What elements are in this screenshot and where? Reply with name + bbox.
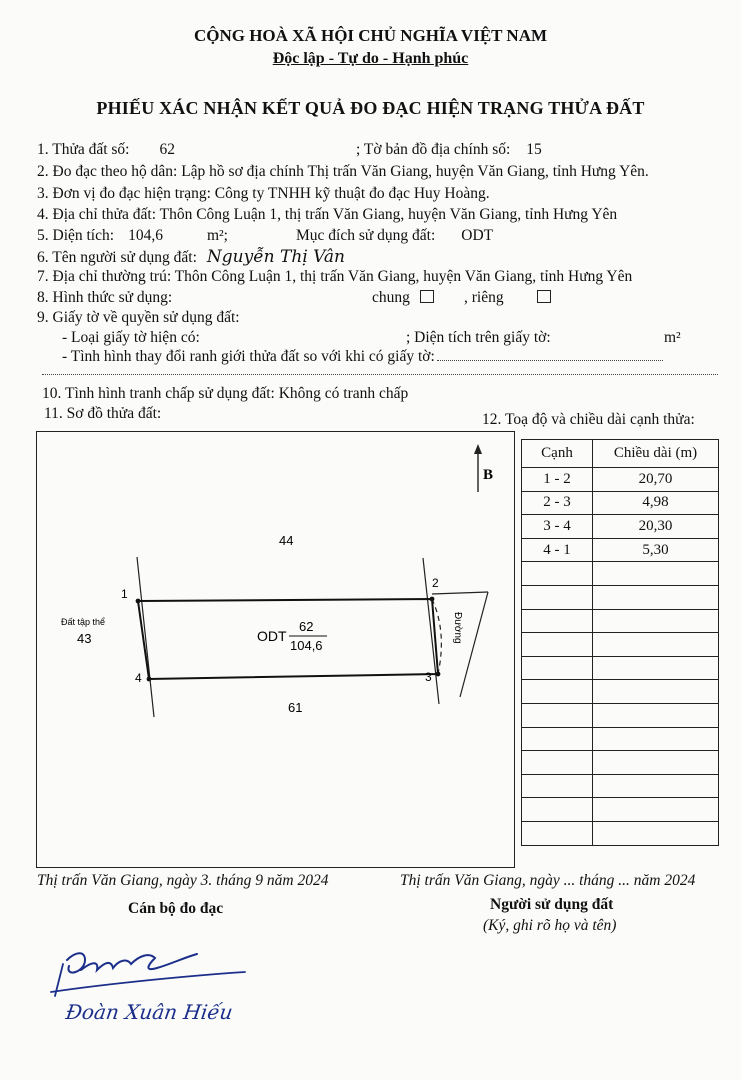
table-row-empty — [522, 585, 719, 609]
vertex-3-marker — [436, 672, 441, 677]
table-row-empty — [522, 633, 719, 657]
table-row-empty — [522, 727, 719, 751]
field-land-use: Mục đích sử dụng đất: ODT — [296, 227, 494, 244]
length-cell: 20,70 — [593, 468, 719, 492]
vertex-1-marker — [136, 599, 141, 604]
table-row — [522, 468, 719, 492]
empty-cell — [593, 751, 719, 775]
nation-heading: CỘNG HOÀ XÃ HỘI CHỦ NGHĨA VIỆT NAM — [193, 26, 548, 45]
parcel-number-value: 62 — [159, 141, 175, 158]
table-row-empty — [522, 703, 719, 727]
field-coords-label: 12. Toạ độ và chiều dài cạnh thửa: — [482, 411, 695, 428]
vertex-3-label: 3 — [425, 670, 432, 684]
field-dispute: 10. Tình hình tranh chấp sử dụng đất: Không có tranh chấp — [42, 385, 409, 402]
road-edge-line — [432, 592, 488, 594]
table-row-empty — [522, 680, 719, 704]
length-cell: 4,98 — [593, 491, 719, 515]
vertex-1-label: 1 — [121, 587, 128, 601]
parcel-number: 62 — [299, 619, 314, 634]
empty-cell — [522, 609, 593, 633]
edge-cell: 4 - 1 — [522, 538, 593, 562]
neighbor-parcel-61: 61 — [288, 700, 303, 715]
empty-cell — [522, 680, 593, 704]
surveyor-role: Cán bộ đo đạc — [128, 900, 224, 917]
empty-cell — [593, 585, 719, 609]
usage-option-shared: chung — [372, 289, 434, 307]
col-header-length: Chiều dài (m) — [593, 440, 719, 468]
table-row-empty — [522, 798, 719, 822]
table-row-empty — [522, 751, 719, 775]
parcel-sketch — [36, 431, 515, 868]
area-value: 104,6 — [128, 227, 163, 244]
field-paper-type: - Loại giấy tờ hiện có: — [62, 329, 200, 346]
table-row-empty — [522, 821, 719, 845]
field-land-papers: 9. Giấy tờ về quyền sử dụng đất: — [37, 309, 240, 326]
empty-cell — [593, 798, 719, 822]
table-row — [522, 515, 719, 539]
vertex-4-marker — [147, 677, 152, 682]
form-title: PHIẾU XÁC NHẬN KẾT QUẢ ĐO ĐẠC HIỆN TRẠNG THỬA ĐẤT — [96, 98, 645, 118]
table-row-empty — [522, 656, 719, 680]
field-survey-basis: 2. Đo đạc theo hộ dân: Lập hồ sơ địa chính Thị trấn Văn Giang, huyện Văn Giang, tỉnh Hưng Yên. — [37, 163, 649, 180]
field-paper-area: ; Diện tích trên giấy tờ: — [406, 329, 551, 346]
empty-cell — [522, 798, 593, 822]
road-label: Đường — [452, 612, 463, 644]
parcel-sketch-svg — [37, 432, 514, 867]
neighbor-west-label: Đất tập thể — [61, 617, 106, 627]
left-date: Thị trấn Văn Giang, ngày 3. tháng 9 năm 2024 — [37, 872, 329, 889]
right-date: Thị trấn Văn Giang, ngày ... tháng ... năm 2024 — [400, 872, 696, 889]
vertex-4-label: 4 — [135, 671, 142, 685]
usage-option-private: , riêng — [464, 289, 551, 307]
edge-length-table — [521, 439, 719, 846]
north-arrow-head — [474, 444, 482, 454]
empty-cell — [593, 680, 719, 704]
empty-cell — [593, 609, 719, 633]
field-usage-form: 8. Hình thức sử dụng: — [37, 289, 173, 306]
map-sheet-value: 15 — [526, 141, 542, 158]
empty-cell — [522, 633, 593, 657]
field-boundary-change: - Tình hình thay đổi ranh giới thửa đất so với khi có giấy tờ: — [62, 348, 663, 366]
west-boundary-line — [137, 557, 154, 717]
empty-cell — [522, 727, 593, 751]
field-residence: 7. Địa chỉ thường trú: Thôn Công Luận 1, thị trấn Văn Giang, huyện Văn Giang, tỉnh Hưng Yên — [37, 268, 633, 285]
length-cell: 5,30 — [593, 538, 719, 562]
empty-cell — [593, 562, 719, 586]
col-header-edge: Cạnh — [522, 440, 593, 468]
surveyor-handwritten-name: Đoàn Xuân Hiếu — [64, 1000, 235, 1024]
field-sketch-label: 11. Sơ đồ thửa đất: — [44, 405, 162, 422]
edge-cell: 3 - 4 — [522, 515, 593, 539]
owner-name-handwritten: Nguyễn Thị Vân — [206, 247, 345, 267]
empty-cell — [522, 562, 593, 586]
neighbor-parcel-44: 44 — [279, 533, 294, 548]
table-header-row — [522, 440, 719, 468]
field-parcel-address: 4. Địa chỉ thửa đất: Thôn Công Luận 1, thị trấn Văn Giang, huyện Văn Giang, tỉnh Hưng Yên — [37, 206, 618, 223]
empty-cell — [593, 727, 719, 751]
table-row — [522, 491, 719, 515]
owner-role: Người sử dụng đất — [490, 896, 614, 913]
empty-cell — [522, 656, 593, 680]
motto: Độc lập - Tự do - Hạnh phúc — [272, 50, 469, 67]
empty-cell — [522, 751, 593, 775]
field-map-sheet: ; Tờ bản đồ địa chính số: 15 — [356, 141, 542, 158]
shared-checkbox[interactable] — [420, 290, 434, 303]
field-area: 5. Diện tích: 104,6 m²; — [37, 227, 228, 244]
length-cell: 20,30 — [593, 515, 719, 539]
neighbor-parcel-43: 43 — [77, 631, 92, 646]
land-use-code: ODT — [257, 628, 287, 644]
empty-cell — [593, 633, 719, 657]
north-label: B — [483, 467, 494, 483]
edge-cell: 2 - 3 — [522, 491, 593, 515]
empty-cell — [522, 821, 593, 845]
parcel-area: 104,6 — [290, 638, 323, 653]
empty-cell — [522, 585, 593, 609]
table-row-empty — [522, 609, 719, 633]
table-row — [522, 538, 719, 562]
vertex-2-marker — [430, 597, 435, 602]
parcel-62-boundary — [138, 599, 438, 679]
road-edge-line-2 — [460, 592, 488, 697]
table-row-empty — [522, 774, 719, 798]
field-parcel-number: 1. Thửa đất số: 62 — [37, 141, 175, 158]
empty-cell — [522, 774, 593, 798]
edge-cell: 1 - 2 — [522, 468, 593, 492]
private-checkbox[interactable] — [537, 290, 551, 303]
paper-area-unit: m² — [664, 329, 681, 346]
empty-cell — [593, 703, 719, 727]
boundary-change-dotted-line — [437, 360, 663, 361]
land-use-value: ODT — [461, 227, 494, 244]
empty-cell — [593, 774, 719, 798]
table-row-empty — [522, 562, 719, 586]
empty-cell — [522, 703, 593, 727]
owner-sign-note: (Ký, ghi rõ họ và tên) — [483, 917, 617, 934]
vertex-2-label: 2 — [432, 576, 439, 590]
dotted-line — [42, 374, 718, 375]
field-survey-unit: 3. Đơn vị đo đạc hiện trạng: Công ty TNHH kỹ thuật đo đạc Huy Hoàng. — [37, 185, 490, 202]
field-owner: 6. Tên người sử dụng đất: Nguyễn Thị Vân — [37, 247, 345, 267]
empty-cell — [593, 821, 719, 845]
empty-cell — [593, 656, 719, 680]
